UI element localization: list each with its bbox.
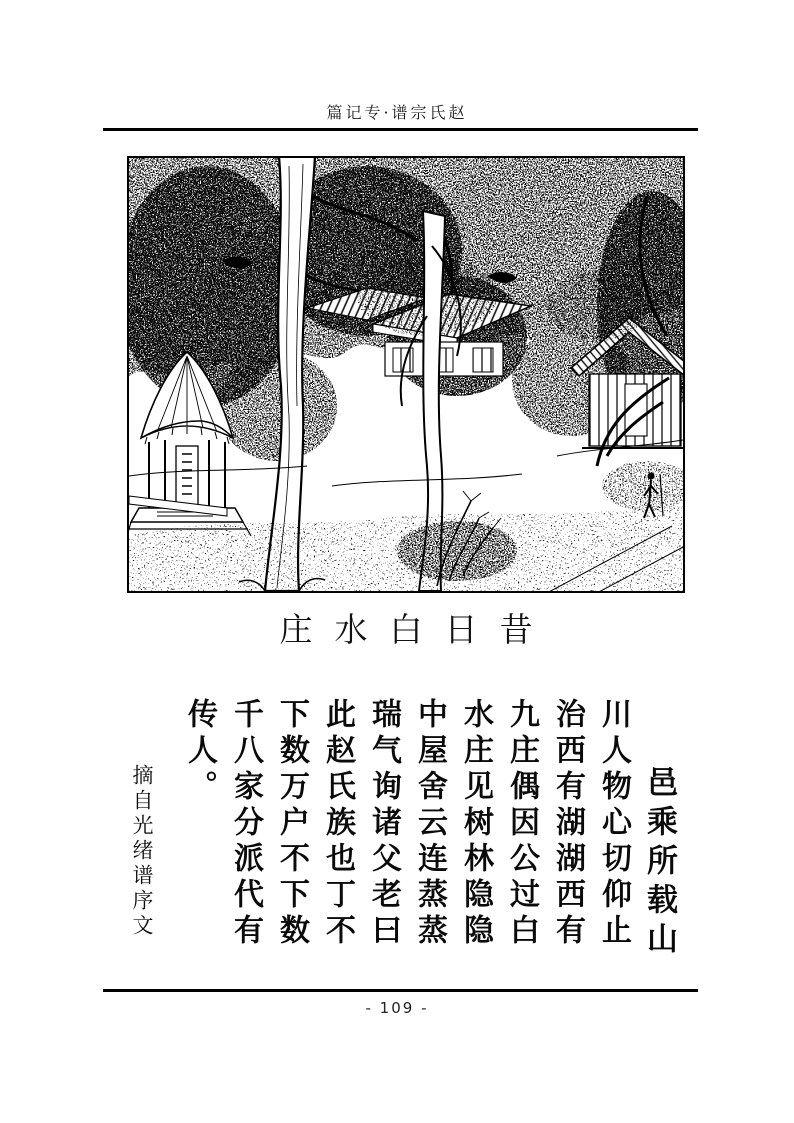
poem-column-7: 瑞气询诸父老曰 [366,698,401,950]
poem-column-2: 川人物心切仰止 [596,698,631,950]
poem-column-4: 九庄偶因公过白 [504,698,539,950]
footer-rule [103,989,698,992]
header-rule [103,128,698,131]
poem-attribution: 摘自光绪谱序文 [130,764,154,939]
poem-column-11: 传人。 [182,698,217,806]
poem-block [122,698,682,998]
poem-column-9: 下数万户不下数 [274,698,309,950]
pavilion-stele [176,446,198,506]
poem-column-6: 中屋舍云连蒸蒸 [412,698,447,950]
page-header-title: 篇记专·谱宗氏赵 [326,103,468,122]
poem-column-3: 治西有湖湖西有 [550,698,585,950]
page-number: - 109 - [365,999,429,1017]
village-illustration [127,156,685,593]
poem-column-8: 此赵氏族也丁不 [320,698,355,950]
poem-column-10: 千八家分派代有 [228,698,263,950]
illustration-caption: 庄水白日昔 [279,610,555,649]
poem-column-1: 邑乘所载山 [641,766,677,961]
poem-column-5: 水庄见树林隐隐 [458,698,493,950]
